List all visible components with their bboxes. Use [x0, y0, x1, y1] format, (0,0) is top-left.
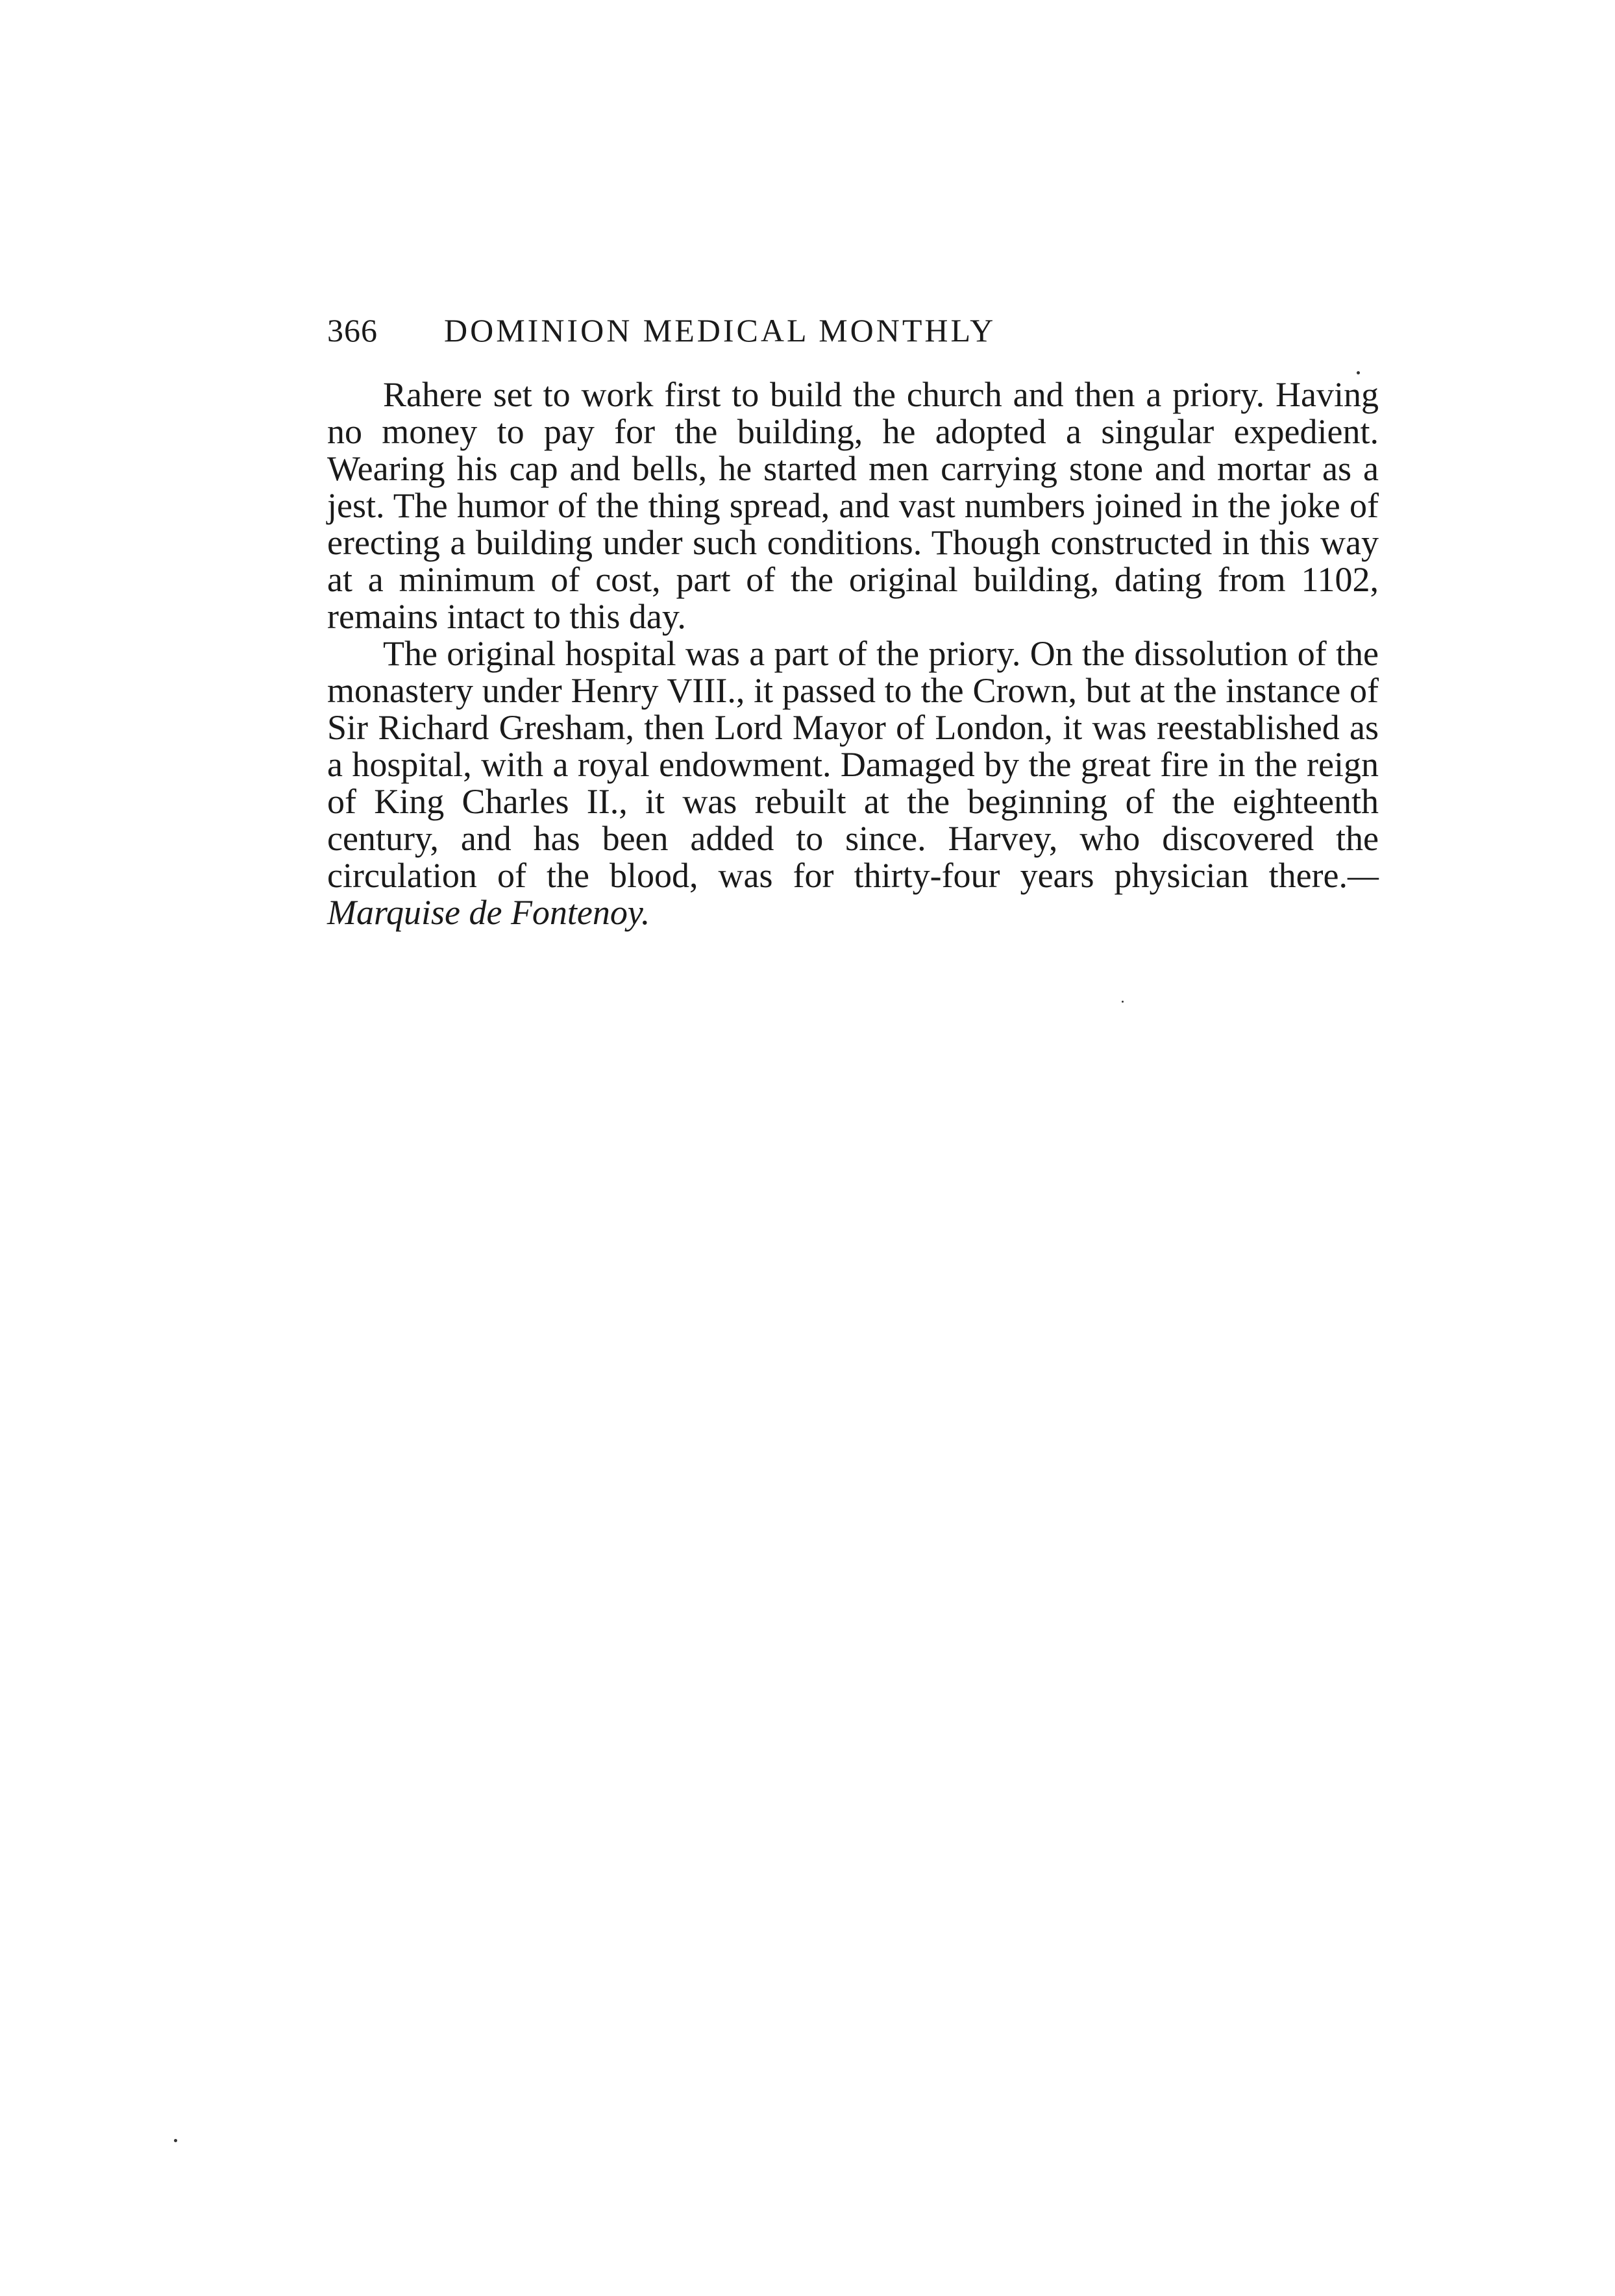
- paragraph-2: [327, 635, 1379, 931]
- page-header: [327, 311, 1379, 357]
- author-attribution: —Marquise de Fontenoy.: [327, 856, 1379, 932]
- article-body: [327, 376, 1379, 931]
- print-speck: [1357, 371, 1360, 374]
- page-number: 366: [327, 312, 378, 348]
- print-speck: [174, 2139, 177, 2142]
- paragraph-1: [327, 376, 1379, 635]
- paragraph-2-text: The original hospital was a part of the priory. On the dissolution of the monastery under Henry VIII., it passed to the Crown, but at the instance of Sir Richard Gresham, then Lord Mayor of London, it was reestablished as a hospital, with a royal endowment. Damaged by the great fire in the reign of King Charles II., it was rebuilt at the beginning of the eighteenth century, and has been added to since. Harvey, who discovered the circulation of the blood, was for thirty-four years physician there.: [327, 634, 1379, 895]
- running-title: DOMINION MEDICAL MONTHLY: [444, 312, 996, 348]
- paragraph-1-text: Rahere set to work first to build the church and then a priory. Having no money to pay for the building, he adopted a singular expedient. Wearing his cap and bells, he started men carrying stone and mortar as a jest. The humor of the thing spread, and vast numbers joined in the joke of erecting a building under such conditions. Though constructed in this way at a minimum of cost, part of the original building, dating from 1102, remains intact to this day.: [327, 375, 1379, 636]
- print-speck: [1122, 1001, 1124, 1003]
